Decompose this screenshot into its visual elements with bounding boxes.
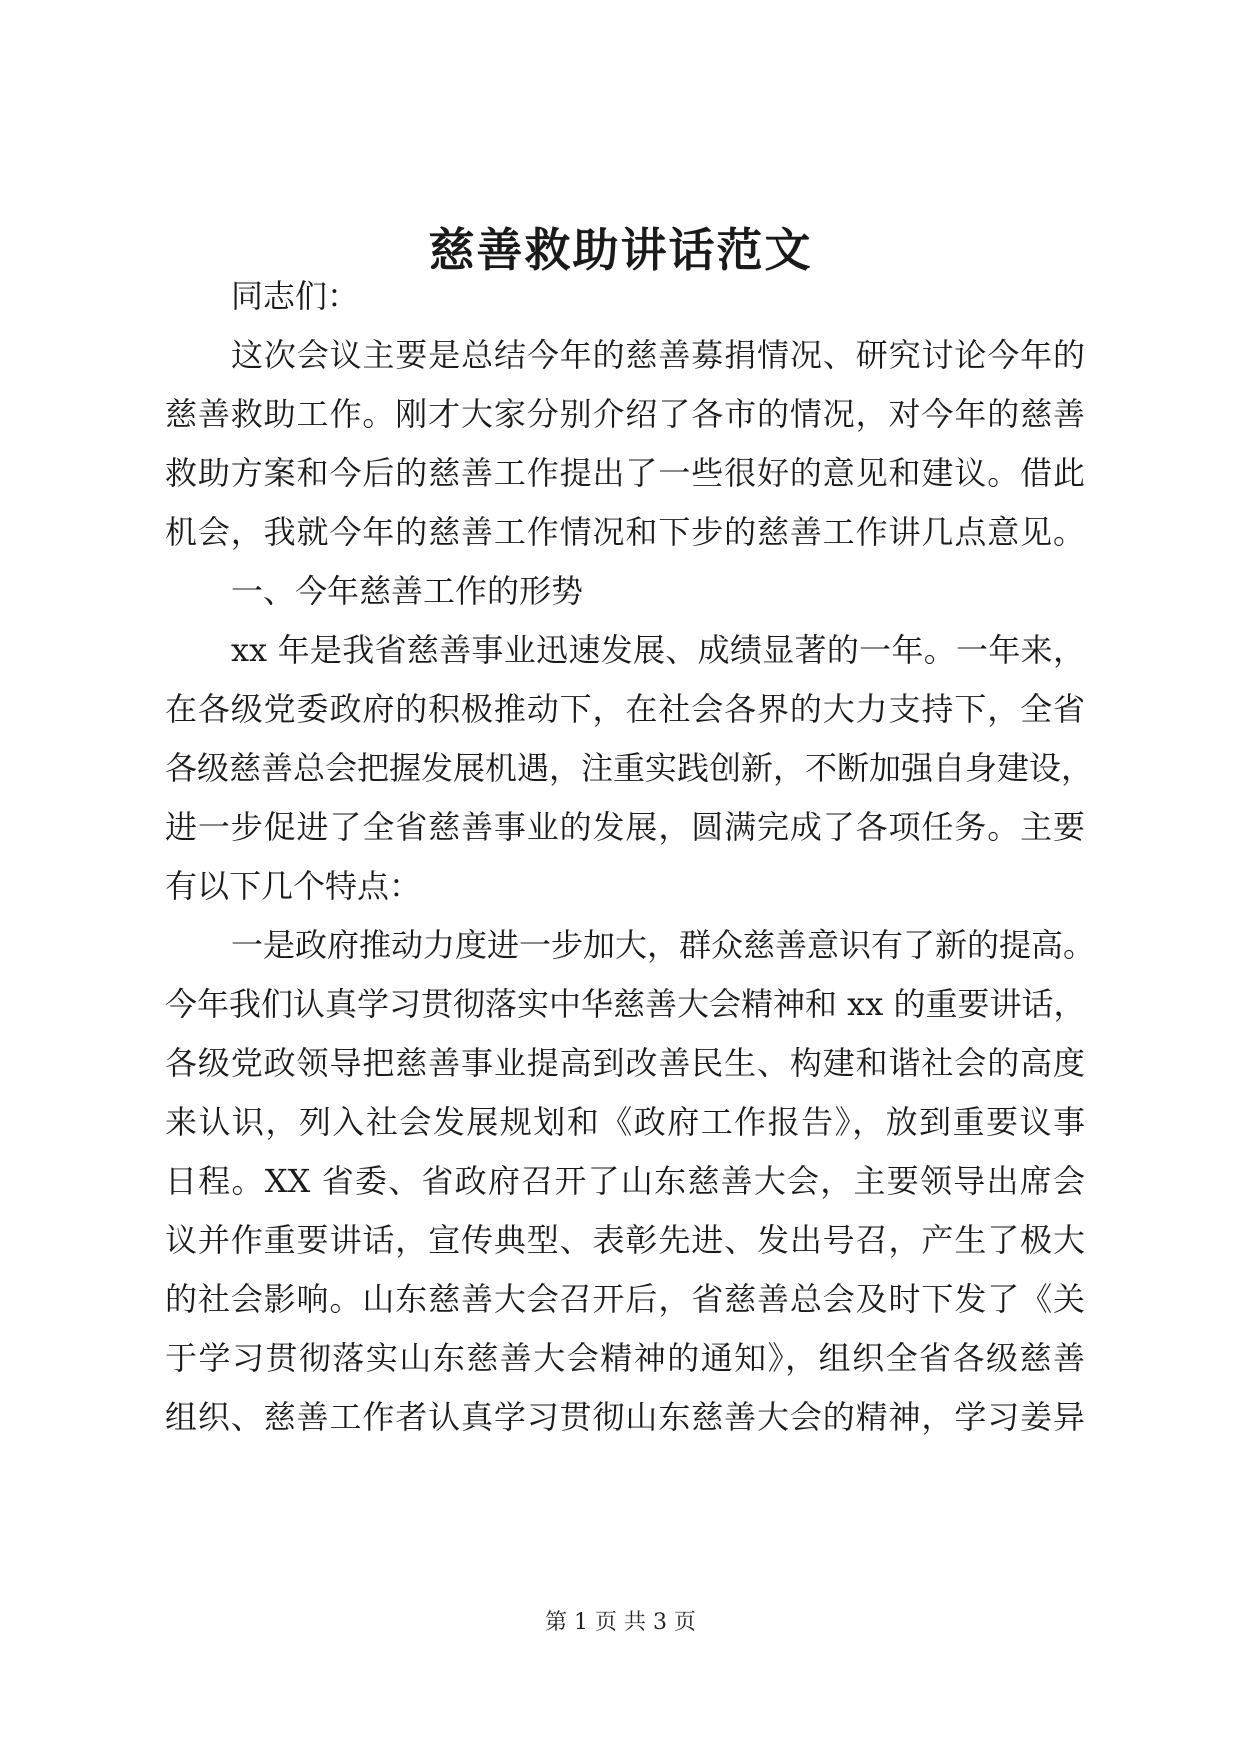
- text-line: 这次会议主要是总结今年的慈善募捐情况、研究讨论今年的: [231, 336, 1085, 374]
- text-line: 于学习贯彻落实山东慈善大会精神的通知》，组织全省各级慈善: [165, 1339, 1085, 1377]
- page-footer: 第 1 页 共 3 页: [545, 1610, 696, 1635]
- text-line: 在各级党委政府的积极推动下，在社会各界的大力支持下，全省: [165, 690, 1085, 728]
- text-line: 进一步促进了全省慈善事业的发展，圆满完成了各项任务。主要: [165, 808, 1085, 846]
- text-line: 同志们：: [231, 277, 360, 315]
- text-line: 一、今年慈善工作的形势: [231, 572, 584, 610]
- text-line: 各级党政领导把慈善事业提高到改善民生、构建和谐社会的高度: [165, 1044, 1085, 1082]
- text-line: 各级慈善总会把握发展机遇，注重实践创新，不断加强自身建设，: [165, 749, 1094, 787]
- document-title: 慈善救助讲话范文: [428, 223, 813, 277]
- text-line: 慈善救助工作。刚才大家分别介绍了各市的情况，对今年的慈善: [165, 395, 1085, 433]
- text-line: 今年我们认真学习贯彻落实中华慈善大会精神和 xx 的重要讲话，: [165, 985, 1086, 1023]
- text-line: 有以下几个特点：: [165, 867, 422, 905]
- text-line: 来认识，列入社会发展规划和《政府工作报告》，放到重要议事: [165, 1103, 1085, 1141]
- document-body: [165, 267, 1096, 1447]
- text-line: 救助方案和今后的慈善工作提出了一些很好的意见和建议。借此: [165, 454, 1085, 492]
- text-line: 一是政府推动力度进一步加大，群众慈善意识有了新的提高。: [231, 926, 1096, 964]
- text-line: 机会，我就今年的慈善工作情况和下步的慈善工作讲几点意见。: [165, 513, 1085, 551]
- text-line: 的社会影响。山东慈善大会召开后，省慈善总会及时下发了《关: [165, 1280, 1085, 1318]
- text-line: xx 年是我省慈善事业迅速发展、成绩显著的一年。一年来，: [231, 631, 1085, 669]
- text-line: 议并作重要讲话，宣传典型、表彰先进、发出号召，产生了极大: [165, 1221, 1085, 1259]
- text-line: 组织、慈善工作者认真学习贯彻山东慈善大会的精神，学习姜异: [165, 1398, 1085, 1436]
- text-line: 日程。XX 省委、省政府召开了山东慈善大会，主要领导出席会: [165, 1162, 1085, 1200]
